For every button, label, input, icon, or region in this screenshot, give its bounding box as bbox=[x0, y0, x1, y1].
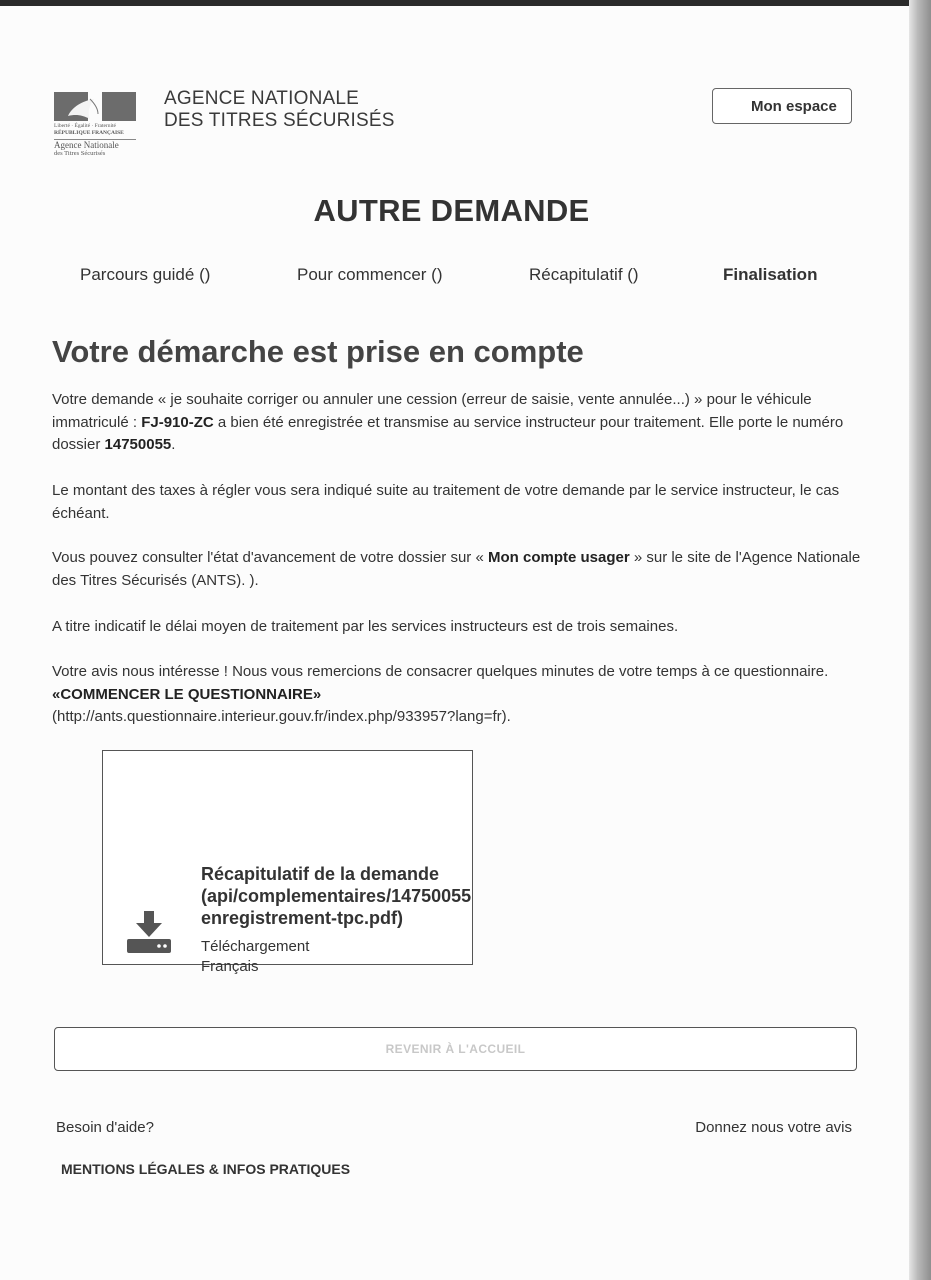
steps-nav bbox=[0, 265, 903, 289]
p1-text-3: . bbox=[171, 436, 176, 453]
mon-espace-button[interactable]: Mon espace bbox=[712, 88, 852, 124]
step-pour-commencer[interactable]: Pour commencer () bbox=[297, 265, 443, 284]
help-link[interactable]: Besoin d'aide? bbox=[56, 1119, 154, 1136]
questionnaire-link[interactable]: «COMMENCER LE QUESTIONNAIRE» bbox=[52, 685, 322, 703]
p3-text-2: » sur le site de l'Agence Nationale des Titres Sécurisés (ANTS). ). bbox=[52, 549, 861, 589]
logo-agence: Agence Nationale bbox=[54, 140, 119, 150]
legal-link[interactable]: MENTIONS LÉGALES & INFOS PRATIQUES bbox=[61, 1161, 351, 1177]
delay-paragraph: A titre indicatif le délai moyen de traitement par les services instructeurs est de trois semaines. bbox=[52, 618, 679, 635]
page-title: AUTRE DEMANDE bbox=[313, 193, 590, 228]
agency-line-1: AGENCE NATIONALE bbox=[164, 88, 359, 109]
agency-line-2: DES TITRES SÉCURISÉS bbox=[164, 110, 395, 131]
download-card[interactable] bbox=[102, 750, 473, 975]
scan-top-edge bbox=[0, 0, 931, 6]
mon-compte-usager-link[interactable]: Mon compte usager bbox=[487, 549, 630, 566]
plate-number: FJ-910-ZC bbox=[141, 413, 214, 431]
tracking-paragraph bbox=[52, 547, 862, 592]
scan-right-edge bbox=[909, 0, 931, 1280]
questionnaire-url: (http://ants.questionnaire.interieur.gouv.fr/index.php/933957?lang=fr). bbox=[52, 708, 511, 725]
download-icon bbox=[125, 909, 173, 955]
download-type: Téléchargement bbox=[201, 938, 310, 955]
p3-text-1: Vous pouvez consulter l'état d'avancement de votre dossier sur « bbox=[52, 549, 488, 566]
step-parcours-guide[interactable]: Parcours guidé () bbox=[80, 265, 211, 284]
revenir-accueil-button[interactable]: REVENIR À L'ACCUEIL bbox=[54, 1027, 857, 1071]
agency-name bbox=[164, 88, 395, 132]
confirmation-heading: Votre démarche est prise en compte bbox=[52, 334, 584, 369]
p1-text-1: Votre demande « je souhaite corriger ou annuler une cession (erreur de saisie, vente annulée...) » pour le véhicule immatriculé : bbox=[52, 391, 812, 431]
download-language: Français bbox=[201, 958, 259, 975]
feedback-link[interactable]: Donnez nous votre avis bbox=[695, 1119, 852, 1136]
logo-republique: RÉPUBLIQUE FRANÇAISE bbox=[54, 130, 124, 136]
marianne-logo bbox=[54, 90, 140, 170]
step-finalisation[interactable]: Finalisation bbox=[723, 265, 818, 284]
dossier-number: 14750055 bbox=[104, 436, 172, 453]
p1-text-2: a bien été enregistrée et transmise au service instructeur pour traitement. Elle porte le numéro dossier bbox=[52, 413, 844, 453]
survey-paragraph bbox=[52, 661, 862, 729]
confirmation-paragraph bbox=[52, 389, 862, 457]
taxes-paragraph: Le montant des taxes à régler vous sera indiqué suite au traitement de votre demande par le service instructeur, le cas échéant. bbox=[52, 482, 840, 522]
p5-text-1: Votre avis nous intéresse ! Nous vous remercions de consacrer quelques minutes de votre temps à ce questionnaire. bbox=[52, 663, 829, 680]
download-title-line-2: (api/complementaires/14750055 bbox=[201, 886, 472, 906]
logo-titres: des Titres Sécurisés bbox=[54, 150, 106, 157]
step-recapitulatif[interactable]: Récapitulatif () bbox=[529, 265, 639, 284]
download-title bbox=[201, 863, 501, 929]
logo-motto: Liberté · Égalité · Fraternité bbox=[54, 123, 116, 129]
download-title-line-3: enregistrement-tpc.pdf) bbox=[201, 908, 404, 928]
download-title-line-1: Récapitulatif de la demande bbox=[201, 864, 440, 884]
